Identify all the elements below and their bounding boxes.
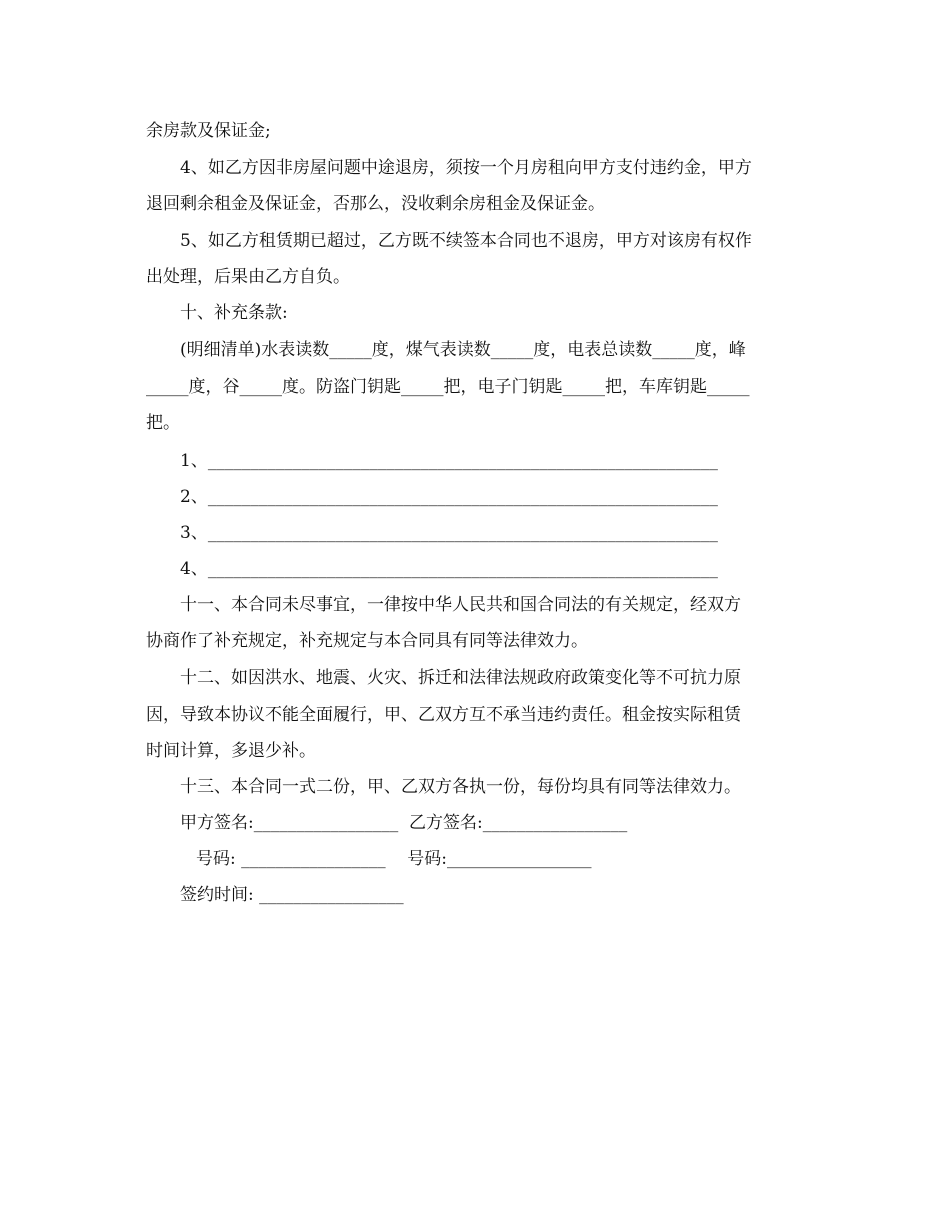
clause-4-line-1: 4、如乙方因非房屋问题中途退房，须按一个月房租向甲方支付违约金，甲方 — [180, 158, 752, 178]
section-10-heading: 十、补充条款: — [180, 303, 288, 323]
text-line-remaining-deposit: 余房款及保证金; — [146, 121, 271, 141]
clause-5-line-2: 出处理，后果由乙方自负。 — [146, 267, 350, 287]
section-11-line-2: 协商作了补充规定，补充规定与本合同具有同等法律效力。 — [146, 631, 588, 651]
blank-item-1: 1、____________________________________________________________ — [180, 451, 718, 471]
section-13-line: 十三、本合同一式二份，甲、乙双方各执一份，每份均具有同等法律效力。 — [180, 777, 741, 797]
section-12-line-3: 时间计算，多退少补。 — [146, 741, 316, 761]
blank-item-3: 3、____________________________________________________________ — [180, 523, 718, 543]
blank-item-2: 2、____________________________________________________________ — [180, 487, 718, 507]
signing-date-line: 签约时间: _________________ — [180, 885, 404, 905]
section-12-line-2: 因，导致本协议不能全面履行，甲、乙双方互不承当违约责任。租金按实际租赁 — [146, 705, 741, 725]
blank-item-4: 4、____________________________________________________________ — [180, 559, 718, 579]
section-11-line-1: 十一、本合同未尽事宜，一律按中华人民共和国合同法的有关规定，经双方 — [180, 595, 741, 615]
phone-numbers-line: 号码: _________________ 号码:_________________ — [196, 849, 592, 869]
clause-5-line-1: 5、如乙方租赁期已超过，乙方既不续签本合同也不退房，甲方对该房有权作 — [180, 231, 752, 251]
detail-list-line-3: 把。 — [146, 413, 180, 433]
detail-list-line-1: (明细清单)水表读数_____度，煤气表读数_____度，电表总读数_____度，峰 — [180, 340, 746, 360]
clause-4-line-2: 退回剩余租金及保证金，否那么，没收剩余房租金及保证金。 — [146, 194, 605, 214]
signature-names-line: 甲方签名:_________________ 乙方签名:_________________ — [180, 813, 628, 833]
section-12-line-1: 十二、如因洪水、地震、火灾、拆迁和法律法规政府政策变化等不可抗力原 — [180, 668, 741, 688]
detail-list-line-2: _____度，谷_____度。防盗门钥匙_____把，电子门钥匙_____把，车库钥匙_____ — [146, 377, 750, 397]
